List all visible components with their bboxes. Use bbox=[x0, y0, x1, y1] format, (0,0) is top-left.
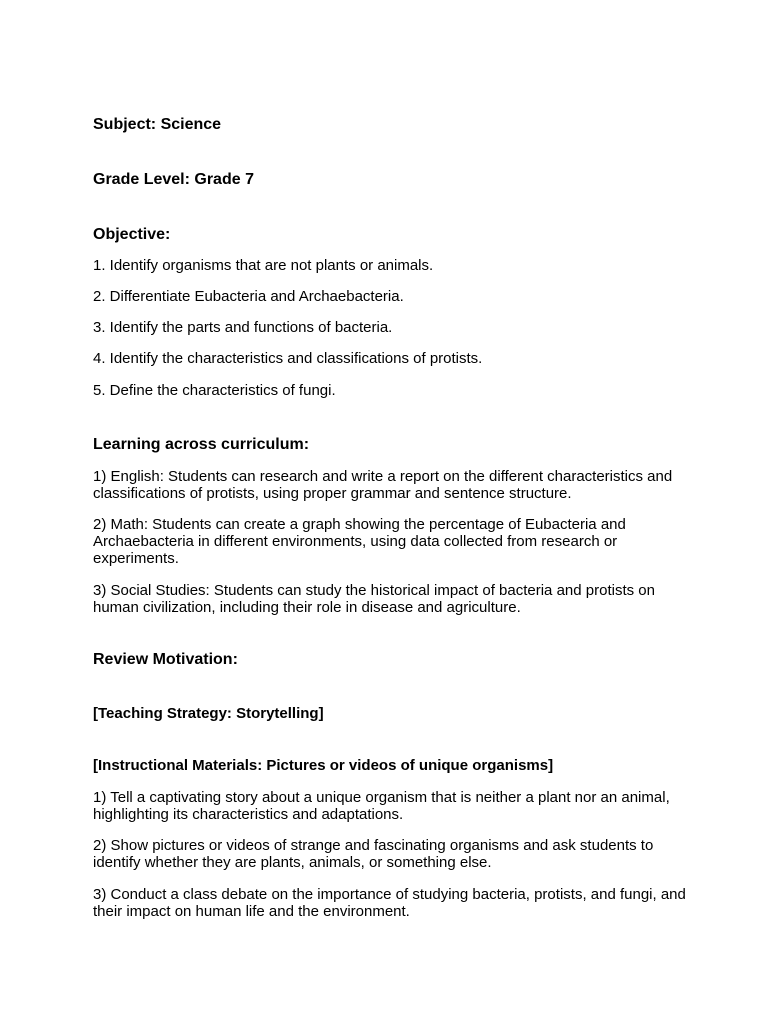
learning-heading: Learning across curriculum: bbox=[93, 436, 310, 453]
grade-level-heading: Grade Level: Grade 7 bbox=[93, 171, 254, 188]
objective-item: 4. Identify the characteristics and classifications of protists. bbox=[93, 350, 483, 367]
objective-heading: Objective: bbox=[93, 226, 171, 243]
review-heading: Review Motivation: bbox=[93, 651, 238, 668]
subject-heading: Subject: Science bbox=[93, 116, 222, 133]
learning-item: 2) Math: Students can create a graph showing the percentage of Eubacteria and Archaebacteria in different environments, using data collected from research or experiments. bbox=[93, 516, 626, 567]
review-item: 1) Tell a captivating story about a unique organism that is neither a plant nor an animal, highlighting its characteristics and adaptations. bbox=[93, 789, 670, 823]
objective-item: 2. Differentiate Eubacteria and Archaebacteria. bbox=[93, 288, 404, 305]
review-item: 3) Conduct a class debate on the importance of studying bacteria, protists, and fungi, and their impact on human life and the environment. bbox=[93, 886, 686, 920]
learning-item: 3) Social Studies: Students can study the historical impact of bacteria and protists on human civilization, including their role in disease and agriculture. bbox=[93, 582, 655, 616]
review-item: 2) Show pictures or videos of strange and fascinating organisms and ask students to identify whether they are plants, animals, or something else. bbox=[93, 837, 654, 871]
teaching-strategy: [Teaching Strategy: Storytelling] bbox=[93, 705, 324, 722]
objective-item: 3. Identify the parts and functions of bacteria. bbox=[93, 319, 393, 336]
learning-item: 1) English: Students can research and write a report on the different characteristics and classifications of protists, using proper grammar and sentence structure. bbox=[93, 468, 673, 502]
instructional-materials: [Instructional Materials: Pictures or videos of unique organisms] bbox=[93, 757, 554, 774]
objective-item: 5. Define the characteristics of fungi. bbox=[93, 382, 336, 399]
objective-item: 1. Identify organisms that are not plants or animals. bbox=[93, 257, 434, 274]
